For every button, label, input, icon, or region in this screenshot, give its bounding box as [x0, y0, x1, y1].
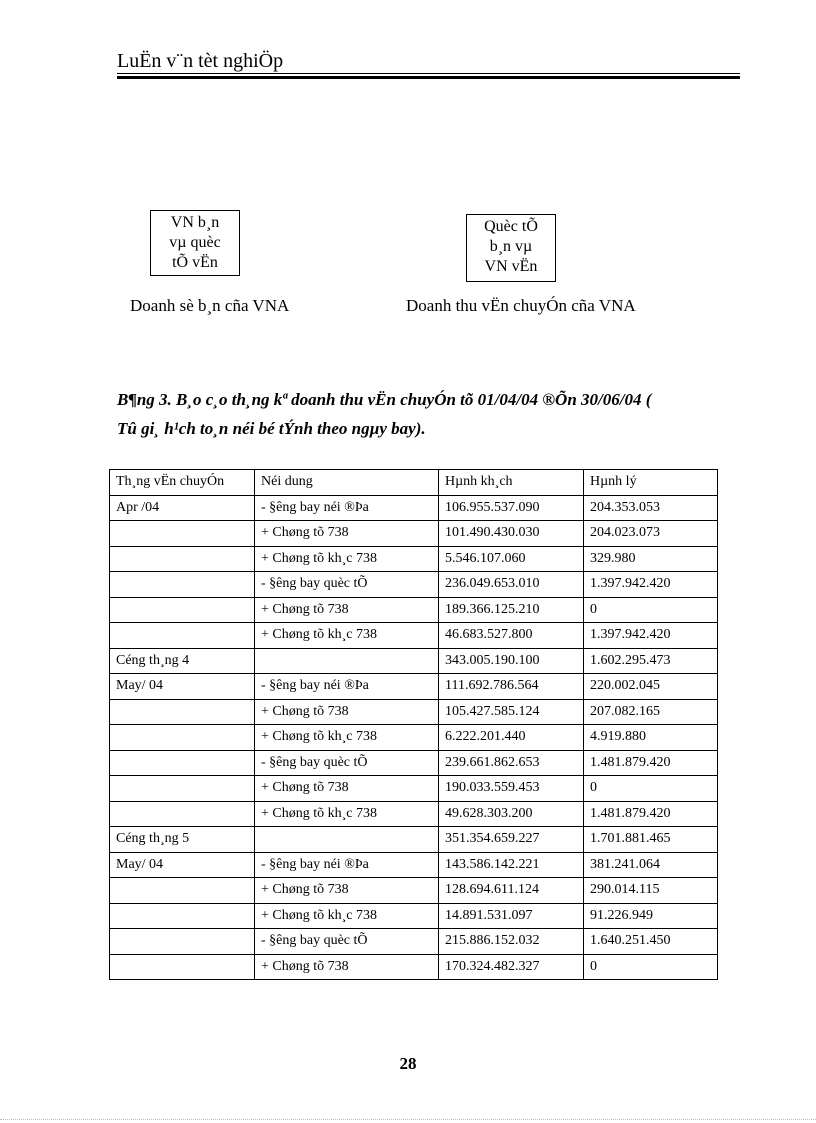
- cell-content: + Chøng tõ 738: [255, 597, 439, 623]
- cell-baggage: 0: [584, 597, 718, 623]
- table-row: [110, 623, 718, 649]
- table-row: [110, 929, 718, 955]
- box-line: VN vËn: [484, 258, 538, 275]
- cell-month: May/ 04: [110, 852, 255, 878]
- cell-month: [110, 623, 255, 649]
- table-row: [110, 648, 718, 674]
- cell-month: [110, 929, 255, 955]
- cell-content: - §êng bay néi ®Þa: [255, 852, 439, 878]
- cell-baggage: 1.481.879.420: [584, 801, 718, 827]
- table-row: [110, 903, 718, 929]
- cell-passenger: 143.586.142.221: [439, 852, 584, 878]
- cell-passenger: 236.049.653.010: [439, 572, 584, 598]
- header-cell-content: Néi dung: [255, 470, 439, 496]
- cell-month: [110, 903, 255, 929]
- table-row: [110, 954, 718, 980]
- cell-content: + Chøng tõ 738: [255, 954, 439, 980]
- cell-baggage: 0: [584, 954, 718, 980]
- cell-passenger: 14.891.531.097: [439, 903, 584, 929]
- cell-month: Céng th¸ng 5: [110, 827, 255, 853]
- table-row: [110, 801, 718, 827]
- table-row: [110, 725, 718, 751]
- table-row: [110, 878, 718, 904]
- table-row: [110, 546, 718, 572]
- table-caption: [117, 385, 757, 443]
- cell-month: [110, 776, 255, 802]
- cell-baggage: 0: [584, 776, 718, 802]
- cell-month: [110, 546, 255, 572]
- header-cell-month: Th¸ng vËn chuyÓn: [110, 470, 255, 496]
- header-cell-baggage: Hµnh lý: [584, 470, 718, 496]
- cell-content: - §êng bay quèc tÕ: [255, 929, 439, 955]
- cell-passenger: 101.490.430.030: [439, 521, 584, 547]
- cell-passenger: 239.661.862.653: [439, 750, 584, 776]
- cell-content: + Chøng tõ kh¸c 738: [255, 725, 439, 751]
- cell-content: + Chøng tõ 738: [255, 699, 439, 725]
- caption-revenue: Doanh thu vËn chuyÓn cña VNA: [406, 296, 636, 315]
- page-header-title: LuËn v¨n tèt nghiÖp: [117, 50, 284, 72]
- cell-passenger: 105.427.585.124: [439, 699, 584, 725]
- cell-content: - §êng bay néi ®Þa: [255, 674, 439, 700]
- table-row: [110, 750, 718, 776]
- cell-content: + Chøng tõ kh¸c 738: [255, 903, 439, 929]
- diagram-box-sales: [150, 210, 240, 276]
- table-row: [110, 572, 718, 598]
- cell-content: [255, 648, 439, 674]
- cell-passenger: 5.546.107.060: [439, 546, 584, 572]
- cell-month: [110, 699, 255, 725]
- cell-passenger: 6.222.201.440: [439, 725, 584, 751]
- table-row: [110, 699, 718, 725]
- revenue-report-table: [109, 469, 718, 980]
- cell-baggage: 1.397.942.420: [584, 572, 718, 598]
- cell-baggage: 1.640.251.450: [584, 929, 718, 955]
- cell-content: + Chøng tõ kh¸c 738: [255, 801, 439, 827]
- cell-passenger: 170.324.482.327: [439, 954, 584, 980]
- diagram-box-revenue: [466, 214, 556, 282]
- cell-baggage: 4.919.880: [584, 725, 718, 751]
- cell-content: + Chøng tõ 738: [255, 521, 439, 547]
- table-row: [110, 827, 718, 853]
- cell-passenger: 106.955.537.090: [439, 495, 584, 521]
- cell-month: [110, 597, 255, 623]
- cell-passenger: 49.628.303.200: [439, 801, 584, 827]
- cell-month: [110, 521, 255, 547]
- cell-baggage: 1.701.881.465: [584, 827, 718, 853]
- table-row: [110, 674, 718, 700]
- cell-baggage: 1.397.942.420: [584, 623, 718, 649]
- cell-month: [110, 750, 255, 776]
- cell-content: + Chøng tõ 738: [255, 776, 439, 802]
- box-line: tÕ vËn: [172, 254, 218, 271]
- cell-content: + Chøng tõ kh¸c 738: [255, 623, 439, 649]
- table-row: [110, 521, 718, 547]
- cell-month: [110, 725, 255, 751]
- cell-passenger: 189.366.125.210: [439, 597, 584, 623]
- cell-month: [110, 954, 255, 980]
- cell-content: - §êng bay néi ®Þa: [255, 495, 439, 521]
- cell-content: - §êng bay quèc tÕ: [255, 572, 439, 598]
- cell-passenger: 351.354.659.227: [439, 827, 584, 853]
- cell-baggage: 204.353.053: [584, 495, 718, 521]
- table-header-row: [110, 470, 718, 496]
- cell-month: [110, 572, 255, 598]
- cell-passenger: 190.033.559.453: [439, 776, 584, 802]
- cell-baggage: 381.241.064: [584, 852, 718, 878]
- header-cell-passenger: Hµnh kh¸ch: [439, 470, 584, 496]
- cell-passenger: 215.886.152.032: [439, 929, 584, 955]
- table-caption-line2: Tû gi¸ h¹ch to¸n néi bé tÝnh theo ngµy bay).: [117, 419, 426, 438]
- cell-month: Apr /04: [110, 495, 255, 521]
- page-number: 28: [399, 1054, 417, 1073]
- cell-baggage: 220.002.045: [584, 674, 718, 700]
- cell-content: + Chøng tõ kh¸c 738: [255, 546, 439, 572]
- cell-month: [110, 878, 255, 904]
- cell-month: May/ 04: [110, 674, 255, 700]
- table-body: [110, 495, 718, 980]
- box-line: VN b¸n: [170, 214, 220, 231]
- cell-baggage: 329.980: [584, 546, 718, 572]
- cell-passenger: 46.683.527.800: [439, 623, 584, 649]
- cell-content: [255, 827, 439, 853]
- cell-content: + Chøng tõ 738: [255, 878, 439, 904]
- table-row: [110, 776, 718, 802]
- table-caption-line1: B¶ng 3. B¸o c¸o th¸ng kª doanh thu vËn chuyÓn tõ 01/04/04 ®Õn 30/06/04 (: [117, 390, 652, 409]
- box-line: vµ quèc: [169, 234, 221, 251]
- cell-baggage: 207.082.165: [584, 699, 718, 725]
- table-row: [110, 597, 718, 623]
- cell-passenger: 343.005.190.100: [439, 648, 584, 674]
- cell-passenger: 128.694.611.124: [439, 878, 584, 904]
- cell-baggage: 290.014.115: [584, 878, 718, 904]
- header-rule-thick: [117, 76, 740, 79]
- cell-baggage: 204.023.073: [584, 521, 718, 547]
- caption-sales: Doanh sè b¸n cña VNA: [130, 296, 290, 315]
- cell-baggage: 1.602.295.473: [584, 648, 718, 674]
- cell-content: - §êng bay quèc tÕ: [255, 750, 439, 776]
- cell-month: Céng th¸ng 4: [110, 648, 255, 674]
- cell-baggage: 91.226.949: [584, 903, 718, 929]
- header-rule-thin: [117, 73, 740, 74]
- cell-baggage: 1.481.879.420: [584, 750, 718, 776]
- cell-month: [110, 801, 255, 827]
- box-line: b¸n vµ: [489, 238, 533, 255]
- table-row: [110, 852, 718, 878]
- table-row: [110, 495, 718, 521]
- cell-passenger: 111.692.786.564: [439, 674, 584, 700]
- box-line: Quèc tÕ: [484, 218, 538, 235]
- page-bottom-edge: [0, 1119, 816, 1120]
